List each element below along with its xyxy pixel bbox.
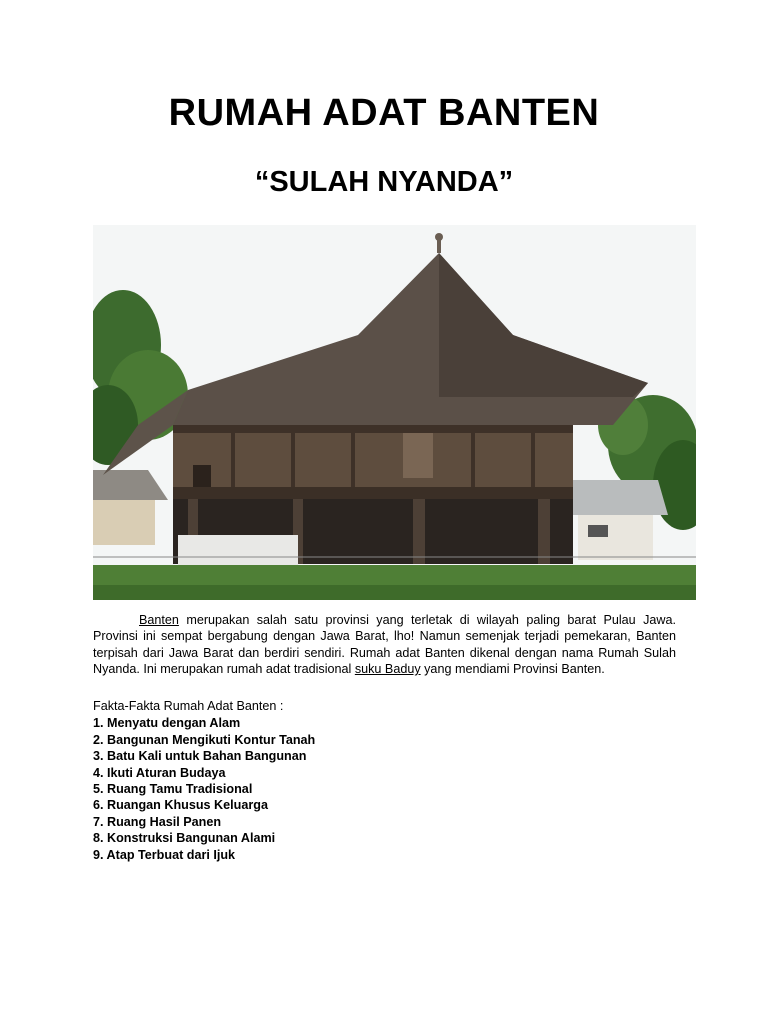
- fact-item: 6. Ruangan Khusus Keluarga: [93, 798, 268, 813]
- facts-list: [93, 715, 676, 863]
- page-title: RUMAH ADAT BANTEN: [168, 92, 600, 134]
- fact-item: 7. Ruang Hasil Panen: [93, 814, 222, 829]
- small-house-right: [563, 480, 668, 560]
- facts-intro: Fakta-Fakta Rumah Adat Banten :: [93, 699, 284, 713]
- banten-link[interactable]: Banten: [139, 613, 179, 627]
- fact-item: 8. Konstruksi Bangunan Alami: [93, 831, 276, 846]
- fact-item: 9. Atap Terbuat dari Ijuk: [93, 847, 236, 862]
- page-subtitle: “SULAH NYANDA”: [254, 166, 514, 198]
- paragraph-part-1: merupakan salah satu provinsi yang terletak di wilayah paling barat Pulau Jawa. Provinsi ini sempat bergabung dengan Jawa Barat, lho! Namun semenjak terjadi pemekaran, Banten terpisah dari Jawa Barat dan berdiri sendiri. Rumah adat Banten dikenal dengan nama Rumah Sulah Nyanda. Ini merupakan rumah adat tradisional: [93, 613, 676, 677]
- intro-paragraph: [93, 612, 676, 678]
- fact-item: 3. Batu Kali untuk Bahan Bangunan: [93, 749, 307, 764]
- fact-item: 4. Ikuti Aturan Budaya: [93, 765, 226, 780]
- suku-baduy-link[interactable]: suku Baduy: [354, 662, 421, 677]
- paragraph-part-2: yang mendiami Provinsi Banten.: [420, 662, 605, 677]
- facts-section: [93, 698, 676, 863]
- fact-item: 5. Ruang Tamu Tradisional: [93, 781, 253, 796]
- wooden-walls: [173, 425, 573, 499]
- fact-item: 1. Menyatu dengan Alam: [93, 716, 241, 731]
- house-photo: [93, 225, 696, 600]
- fact-item: 2. Bangunan Mengikuti Kontur Tanah: [93, 732, 316, 747]
